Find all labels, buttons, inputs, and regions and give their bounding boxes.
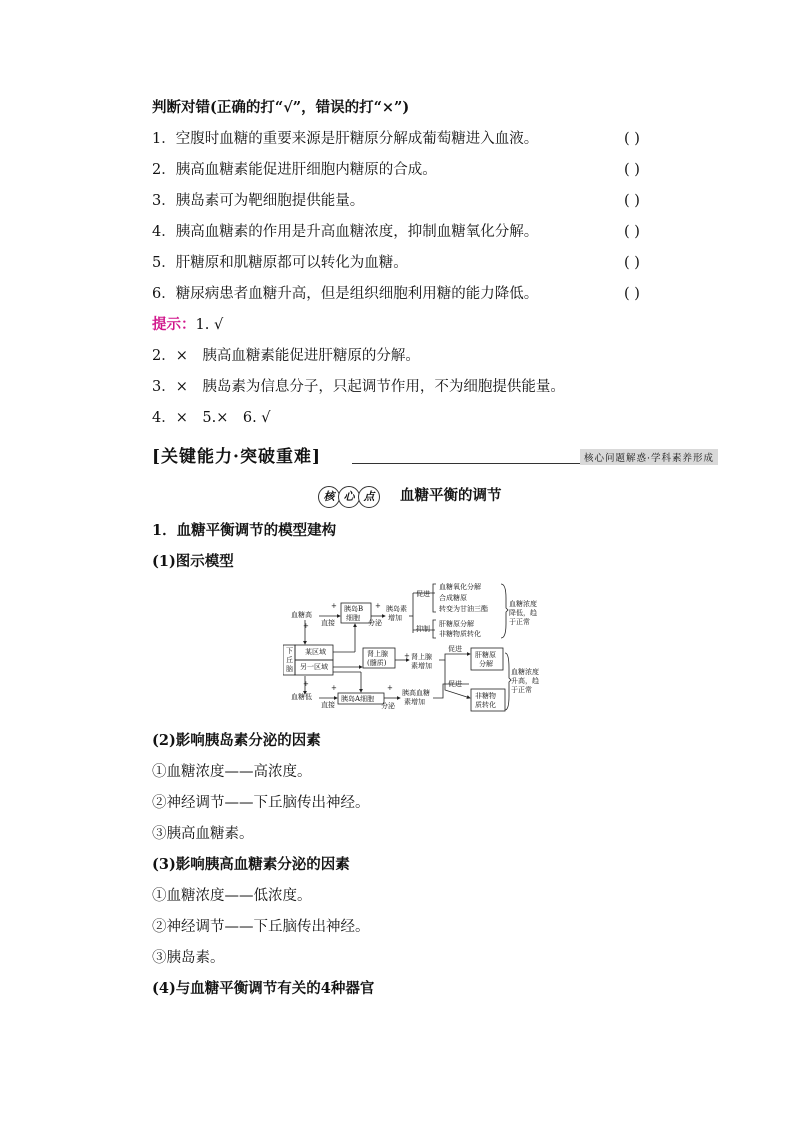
insulin-factor-2: ②神经调节——下丘脑传出神经。: [152, 795, 370, 811]
adrenaline-up-1: 肾上腺: [411, 653, 432, 661]
plus-bottom-1: +: [331, 684, 337, 692]
hint-label: 提示：: [152, 316, 196, 333]
effect-liver-break-inhibit: 肝糖原分解: [439, 620, 474, 628]
plus-bottom-2: +: [387, 684, 393, 692]
glucagon-up-1: 胰高血糖: [402, 689, 430, 697]
blood-high-label: 血糖高: [291, 611, 312, 619]
hypothalamus-3: 脑: [286, 665, 293, 673]
plus-top-1: +: [331, 602, 337, 610]
result-up-1: 血糖浓度: [511, 668, 539, 676]
alpha-cell-label: 胰岛A细胞: [341, 695, 375, 703]
glucagon-up-2: 素增加: [404, 698, 425, 706]
quiz-item-5: 5．肝糖原和肌糖原都可以转化为血糖。: [152, 255, 408, 271]
answer-paren-5[interactable]: ( ): [624, 255, 640, 271]
hypothalamus-2: 丘: [286, 656, 293, 664]
promote-label-bottom: 促进: [448, 680, 462, 688]
quiz-item-1: 1．空腹时血糖的重要来源是肝糖原分解成葡萄糖进入血液。: [152, 131, 539, 147]
insulin-up-1: 胰岛素: [386, 605, 407, 613]
plus-mid: +: [404, 652, 410, 660]
blood-low-label: 血糖低: [291, 693, 312, 701]
promote-label-mid: 促进: [448, 645, 462, 653]
result-down-2: 降低，趋: [509, 609, 537, 617]
adrenaline-up-2: 素增加: [411, 662, 432, 670]
plus-top-2: +: [375, 602, 381, 610]
insulin-factor-1: ①血糖浓度——高浓度。: [152, 764, 312, 780]
subheading-insulin-factors: (2)影响胰岛素分泌的因素: [152, 732, 321, 749]
secrete-label-top: 分泌: [368, 619, 382, 627]
insulin-up-2: 增加: [388, 614, 402, 622]
quiz-item-6: 6．糖尿病患者血糖升高，但是组织细胞利用糖的能力降低。: [152, 286, 539, 302]
answer-4-6: 4．× 5.× 6. √: [152, 410, 271, 426]
answer-paren-3[interactable]: ( ): [624, 193, 640, 209]
adrenal-1: 肾上腺: [367, 650, 388, 658]
badge-char-1: 核: [318, 486, 340, 508]
quiz-item-2: 2．胰高血糖素能促进肝细胞内糖原的合成。: [152, 162, 437, 178]
subheading-glucagon-factors: (3)影响胰高血糖素分泌的因素: [152, 856, 350, 873]
direct-label-bottom: 直接: [321, 701, 335, 709]
quiz-item-4: 4．胰高血糖素的作用是升高血糖浓度，抑制血糖氧化分解。: [152, 224, 539, 240]
result-down-1: 血糖浓度: [509, 600, 537, 608]
blood-sugar-diagram: [283, 578, 553, 718]
glucagon-factor-1: ①血糖浓度——低浓度。: [152, 888, 312, 904]
plus-vert-top: +: [303, 622, 309, 630]
answer-paren-6[interactable]: ( ): [624, 286, 640, 302]
nonsugar-1: 非糖物: [475, 692, 496, 700]
region-b: 另一区域: [300, 663, 328, 671]
plus-vert-bottom: +: [303, 680, 309, 688]
answer-2: 2．× 胰高血糖素能促进肝糖原的分解。: [152, 348, 420, 364]
badge-char-2: 心: [338, 486, 360, 508]
answer-1: 1. √: [195, 317, 224, 333]
badge-title: 血糖平衡的调节: [400, 487, 502, 504]
answer-paren-1[interactable]: ( ): [624, 131, 640, 147]
glucagon-factor-3: ③胰岛素。: [152, 950, 225, 966]
promote-label-top: 促进: [416, 590, 430, 598]
answer-hint: [152, 315, 223, 335]
effect-triglyceride: 转变为甘油三酯: [439, 605, 488, 613]
section-header: [152, 442, 718, 466]
result-down-3: 于正常: [509, 618, 530, 626]
effect-oxidation: 血糖氧化分解: [439, 583, 481, 591]
heading-model: 1．血糖平衡调节的模型建构: [152, 522, 337, 539]
nonsugar-2: 质转化: [475, 701, 496, 709]
glucagon-factor-2: ②神经调节——下丘脑传出神经。: [152, 919, 370, 935]
result-up-3: 于正常: [511, 686, 532, 694]
inhibit-label: 抑制: [416, 625, 430, 633]
section-title: [关键能力·突破重难]: [152, 447, 322, 467]
adrenal-2: (髓质): [367, 659, 387, 667]
badge-char-3: 点: [358, 486, 380, 508]
effect-glycogen: 合成糖原: [439, 594, 467, 602]
result-up-2: 升高，趋: [511, 677, 539, 685]
direct-label-top: 直接: [321, 619, 335, 627]
beta-cell-label-1: 胰岛B: [344, 605, 364, 613]
answer-paren-2[interactable]: ( ): [624, 162, 640, 178]
liver-break-2: 分解: [479, 660, 493, 668]
subheading-diagram: (1)图示模型: [152, 553, 234, 570]
effect-nonsugar-inhibit: 非糖物质转化: [439, 630, 481, 638]
secrete-label-bottom: 分泌: [381, 702, 395, 710]
quiz-item-3: 3．胰岛素可为靶细胞提供能量。: [152, 193, 365, 209]
insulin-factor-3: ③胰高血糖素。: [152, 826, 254, 842]
subheading-organs: (4)与血糖平衡调节有关的4种器官: [152, 980, 375, 997]
answer-3: 3．× 胰岛素为信息分子，只起调节作用，不为细胞提供能量。: [152, 379, 565, 395]
section-tag: 核心问题解惑·学科素养形成: [580, 449, 718, 465]
hypothalamus-1: 下: [286, 647, 293, 655]
liver-break-1: 肝糖原: [475, 651, 496, 659]
answer-paren-4[interactable]: ( ): [624, 224, 640, 240]
region-a: 某区域: [305, 648, 326, 656]
beta-cell-label-2: 细胞: [346, 614, 360, 622]
quiz-instruction: 判断对错(正确的打“√”，错误的打“×”): [152, 99, 410, 116]
